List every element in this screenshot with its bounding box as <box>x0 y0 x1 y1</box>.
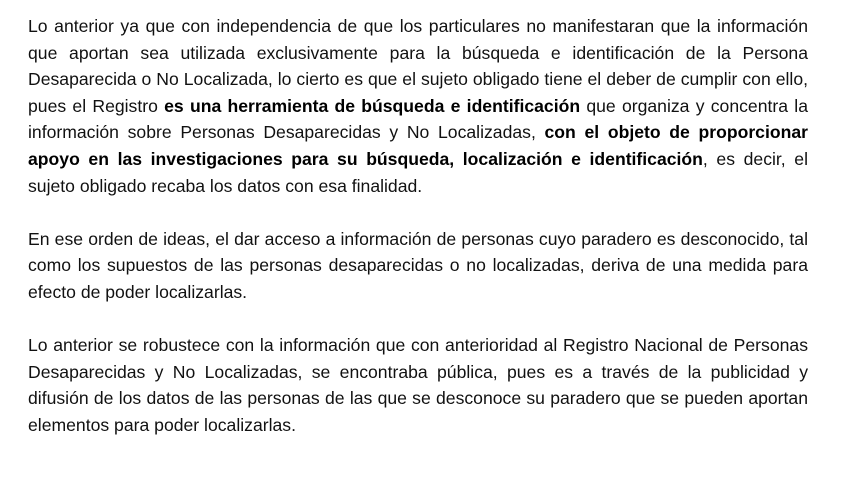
paragraph-1-text-2: que organiza y concentra la información sobre Personas Desaparecidas y No Localizadas, <box>28 95 808 143</box>
document-body <box>28 13 808 439</box>
paragraph-1-text-1: Lo anterior ya que con independencia de que los particulares no manifestaran que la información que aportan sea utilizada exclusivamente para la búsqueda e identificación de la Persona Desaparecida o No Localizada, lo cierto es que el sujeto obligado tiene el deber de cumplir con ello, pues el Registro <box>28 16 808 116</box>
paragraph-3-text: Lo anterior se robustece con la información que con anterioridad al Registro Nacional de Personas Desaparecidas y No Localizadas, se encontraba pública, pues es a través de la publicidad y difusión de los datos de las personas de las que se desconoce su paradero que se pueden aportan elementos para poder localizarlas. <box>28 335 808 435</box>
paragraph-1-bold-2: con el objeto de proporcionar apoyo en las investigaciones para su búsqueda, localización e identificación <box>28 122 808 169</box>
paragraph-1 <box>28 13 808 199</box>
paragraph-2 <box>28 226 808 306</box>
paragraph-1-bold-1: es una herramienta de búsqueda e identificación <box>164 95 581 116</box>
paragraph-2-text: En ese orden de ideas, el dar acceso a información de personas cuyo paradero es desconocido, tal como los supuestos de las personas desaparecidas o no localizadas, deriva de una medida para efecto de poder localizarlas. <box>28 228 808 302</box>
paragraph-3 <box>28 332 808 438</box>
paragraph-1-text-3: , es decir, el sujeto obligado recaba los datos con esa finalidad. <box>28 148 808 196</box>
